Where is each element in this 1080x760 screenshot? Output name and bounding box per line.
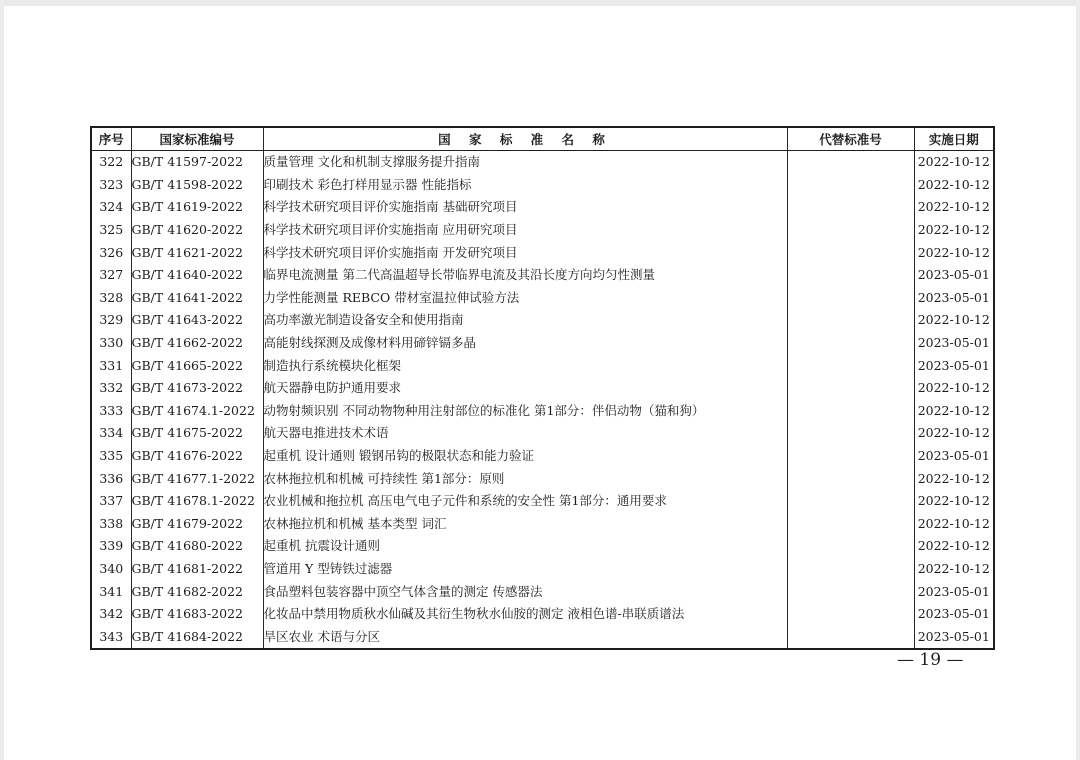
table-row — [91, 309, 994, 332]
cell-seq: 323 — [91, 174, 131, 197]
cell-code: GB/T 41597-2022 — [131, 151, 263, 174]
cell-seq: 338 — [91, 513, 131, 536]
cell-name: 农林拖拉机和机械 基本类型 词汇 — [263, 513, 787, 536]
cell-replaced — [787, 309, 914, 332]
cell-code: GB/T 41680-2022 — [131, 535, 263, 558]
cell-code: GB/T 41682-2022 — [131, 580, 263, 603]
cell-name: 临界电流测量 第二代高温超导长带临界电流及其沿长度方向均匀性测量 — [263, 264, 787, 287]
cell-code: GB/T 41678.1-2022 — [131, 490, 263, 513]
page-right-edge — [1076, 0, 1080, 760]
table-row — [91, 422, 994, 445]
cell-name: 科学技术研究项目评价实施指南 应用研究项目 — [263, 219, 787, 242]
cell-seq: 333 — [91, 400, 131, 423]
table-row — [91, 196, 994, 219]
table-row — [91, 174, 994, 197]
header-replaced: 代替标准号 — [787, 127, 914, 151]
cell-seq: 328 — [91, 287, 131, 310]
table-header-row — [91, 127, 994, 151]
cell-name: 食品塑料包装容器中顶空气体含量的测定 传感器法 — [263, 580, 787, 603]
cell-replaced — [787, 354, 914, 377]
cell-seq: 324 — [91, 196, 131, 219]
table-row — [91, 400, 994, 423]
cell-date: 2023-05-01 — [914, 603, 994, 626]
table-row — [91, 287, 994, 310]
table-row — [91, 625, 994, 649]
cell-code: GB/T 41675-2022 — [131, 422, 263, 445]
cell-date: 2022-10-12 — [914, 151, 994, 174]
cell-date: 2023-05-01 — [914, 264, 994, 287]
cell-code: GB/T 41620-2022 — [131, 219, 263, 242]
cell-name: 农业机械和拖拉机 高压电气电子元件和系统的安全性 第1部分：通用要求 — [263, 490, 787, 513]
cell-date: 2022-10-12 — [914, 467, 994, 490]
cell-replaced — [787, 241, 914, 264]
table-row — [91, 535, 994, 558]
cell-replaced — [787, 535, 914, 558]
cell-seq: 343 — [91, 625, 131, 649]
cell-replaced — [787, 264, 914, 287]
cell-code: GB/T 41640-2022 — [131, 264, 263, 287]
cell-name: 动物射频识别 不同动物物种用注射部位的标准化 第1部分：伴侣动物（猫和狗） — [263, 400, 787, 423]
cell-name: 质量管理 文化和机制支撑服务提升指南 — [263, 151, 787, 174]
cell-replaced — [787, 490, 914, 513]
cell-code: GB/T 41674.1-2022 — [131, 400, 263, 423]
cell-date: 2022-10-12 — [914, 490, 994, 513]
cell-seq: 342 — [91, 603, 131, 626]
cell-seq: 341 — [91, 580, 131, 603]
cell-date: 2022-10-12 — [914, 309, 994, 332]
table-row — [91, 241, 994, 264]
cell-replaced — [787, 513, 914, 536]
cell-replaced — [787, 151, 914, 174]
header-date: 实施日期 — [914, 127, 994, 151]
header-code: 国家标准编号 — [131, 127, 263, 151]
cell-seq: 331 — [91, 354, 131, 377]
table-row — [91, 264, 994, 287]
cell-name: 印刷技术 彩色打样用显示器 性能指标 — [263, 174, 787, 197]
cell-date: 2023-05-01 — [914, 625, 994, 649]
cell-seq: 329 — [91, 309, 131, 332]
cell-seq: 339 — [91, 535, 131, 558]
cell-code: GB/T 41673-2022 — [131, 377, 263, 400]
cell-date: 2022-10-12 — [914, 196, 994, 219]
cell-code: GB/T 41681-2022 — [131, 558, 263, 581]
table-row — [91, 354, 994, 377]
cell-code: GB/T 41679-2022 — [131, 513, 263, 536]
cell-seq: 334 — [91, 422, 131, 445]
cell-name: 制造执行系统模块化框架 — [263, 354, 787, 377]
cell-replaced — [787, 219, 914, 242]
cell-replaced — [787, 422, 914, 445]
table-row — [91, 219, 994, 242]
cell-name: 科学技术研究项目评价实施指南 开发研究项目 — [263, 241, 787, 264]
cell-date: 2023-05-01 — [914, 332, 994, 355]
page-number: — 19 — — [897, 650, 964, 670]
cell-replaced — [787, 558, 914, 581]
cell-name: 力学性能测量 REBCO 带材室温拉伸试验方法 — [263, 287, 787, 310]
table-row — [91, 467, 994, 490]
cell-code: GB/T 41643-2022 — [131, 309, 263, 332]
table-row — [91, 490, 994, 513]
header-name: 国 家 标 准 名 称 — [263, 127, 787, 151]
cell-replaced — [787, 287, 914, 310]
cell-name: 起重机 设计通则 锻钢吊钩的极限状态和能力验证 — [263, 445, 787, 468]
cell-seq: 330 — [91, 332, 131, 355]
cell-name: 化妆品中禁用物质秋水仙碱及其衍生物秋水仙胺的测定 液相色谱-串联质谱法 — [263, 603, 787, 626]
table-row — [91, 580, 994, 603]
cell-date: 2023-05-01 — [914, 287, 994, 310]
cell-date: 2022-10-12 — [914, 535, 994, 558]
table-row — [91, 377, 994, 400]
cell-seq: 337 — [91, 490, 131, 513]
cell-date: 2022-10-12 — [914, 174, 994, 197]
table-row — [91, 332, 994, 355]
cell-date: 2022-10-12 — [914, 241, 994, 264]
cell-seq: 332 — [91, 377, 131, 400]
cell-date: 2023-05-01 — [914, 445, 994, 468]
cell-date: 2022-10-12 — [914, 377, 994, 400]
cell-seq: 335 — [91, 445, 131, 468]
cell-code: GB/T 41619-2022 — [131, 196, 263, 219]
cell-name: 农林拖拉机和机械 可持续性 第1部分：原则 — [263, 467, 787, 490]
page-left-edge — [0, 0, 4, 760]
cell-replaced — [787, 400, 914, 423]
cell-date: 2022-10-12 — [914, 513, 994, 536]
cell-date: 2022-10-12 — [914, 400, 994, 423]
cell-code: GB/T 41598-2022 — [131, 174, 263, 197]
cell-name: 航天器静电防护通用要求 — [263, 377, 787, 400]
cell-replaced — [787, 445, 914, 468]
cell-date: 2022-10-12 — [914, 558, 994, 581]
table-row — [91, 445, 994, 468]
cell-seq: 340 — [91, 558, 131, 581]
cell-date: 2022-10-12 — [914, 219, 994, 242]
cell-date: 2022-10-12 — [914, 422, 994, 445]
cell-code: GB/T 41621-2022 — [131, 241, 263, 264]
cell-code: GB/T 41676-2022 — [131, 445, 263, 468]
cell-replaced — [787, 603, 914, 626]
cell-code: GB/T 41677.1-2022 — [131, 467, 263, 490]
cell-replaced — [787, 332, 914, 355]
cell-name: 高能射线探测及成像材料用碲锌镉多晶 — [263, 332, 787, 355]
header-seq: 序号 — [91, 127, 131, 151]
cell-replaced — [787, 580, 914, 603]
cell-name: 科学技术研究项目评价实施指南 基础研究项目 — [263, 196, 787, 219]
cell-name: 航天器电推进技术术语 — [263, 422, 787, 445]
table-row — [91, 558, 994, 581]
cell-name: 旱区农业 术语与分区 — [263, 625, 787, 649]
cell-replaced — [787, 174, 914, 197]
cell-replaced — [787, 625, 914, 649]
cell-replaced — [787, 196, 914, 219]
cell-name: 起重机 抗震设计通则 — [263, 535, 787, 558]
standards-table — [90, 126, 995, 650]
cell-code: GB/T 41684-2022 — [131, 625, 263, 649]
table-row — [91, 151, 994, 174]
cell-seq: 322 — [91, 151, 131, 174]
table-row — [91, 513, 994, 536]
cell-name: 管道用 Y 型铸铁过滤器 — [263, 558, 787, 581]
cell-date: 2023-05-01 — [914, 354, 994, 377]
page-top-edge — [0, 0, 1080, 6]
cell-code: GB/T 41665-2022 — [131, 354, 263, 377]
cell-replaced — [787, 467, 914, 490]
cell-code: GB/T 41662-2022 — [131, 332, 263, 355]
cell-seq: 325 — [91, 219, 131, 242]
cell-seq: 326 — [91, 241, 131, 264]
cell-seq: 336 — [91, 467, 131, 490]
cell-replaced — [787, 377, 914, 400]
table-row — [91, 603, 994, 626]
cell-code: GB/T 41683-2022 — [131, 603, 263, 626]
cell-seq: 327 — [91, 264, 131, 287]
cell-name: 高功率激光制造设备安全和使用指南 — [263, 309, 787, 332]
cell-code: GB/T 41641-2022 — [131, 287, 263, 310]
cell-date: 2023-05-01 — [914, 580, 994, 603]
